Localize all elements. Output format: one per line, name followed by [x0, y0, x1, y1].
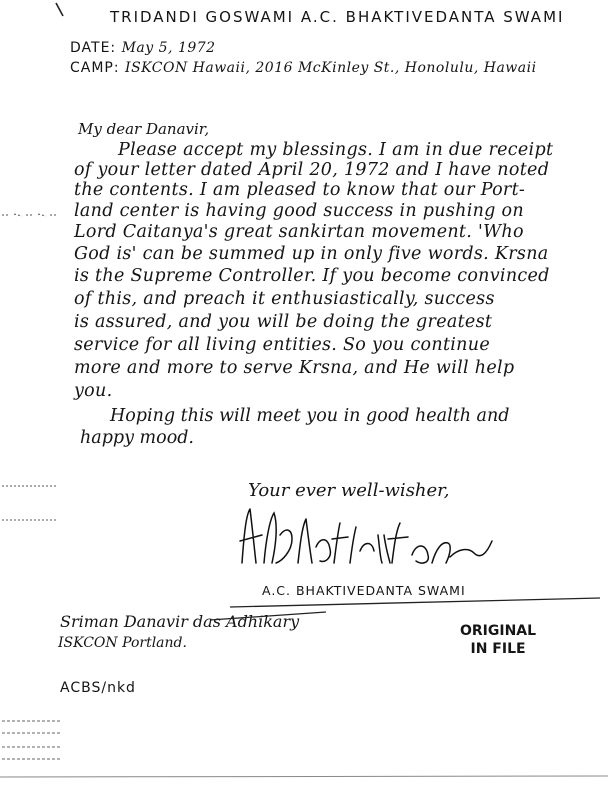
body-line: Please accept my blessings. I am in due receipt — [118, 140, 554, 160]
camp-value: ISKCON Hawaii, 2016 McKinley St., Honolulu, Hawaii — [125, 60, 537, 76]
date-label: DATE: — [70, 40, 117, 56]
handwritten-signature — [236, 505, 496, 567]
corner-tick-mark — [55, 2, 65, 18]
scan-artifact-mark — [0, 715, 70, 765]
scan-artifact-mark — [0, 480, 60, 530]
salutation: My dear Danavir, — [78, 120, 210, 138]
date-value: May 5, 1972 — [121, 40, 216, 56]
closing-line: Hoping this will meet you in good health and — [110, 406, 510, 426]
original-in-file-stamp: ORIGINAL IN FILE — [460, 623, 537, 657]
body-line: is the Supreme Controller. If you become convinced — [74, 266, 550, 286]
camp-line — [70, 60, 537, 76]
reference-initials: ACBS/nkd — [60, 680, 136, 696]
body-line: is assured, and you will be doing the greatest — [74, 312, 493, 332]
body-line: of your letter dated April 20, 1972 and I have noted — [74, 160, 550, 180]
body-line: the contents. I am pleased to know that our Port- — [74, 180, 526, 200]
date-line — [70, 40, 216, 56]
letterhead: TRIDANDI GOSWAMI A.C. BHAKTIVEDANTA SWAMI — [110, 8, 565, 26]
body-line: you. — [74, 381, 113, 401]
recipient-name: Sriman Danavir das Adhikary — [60, 612, 300, 631]
body-line: of this, and preach it enthusiastically, success — [74, 289, 495, 309]
page-bottom-edge — [0, 772, 608, 782]
body-line: service for all living entities. So you continue — [74, 335, 490, 355]
closing-line: happy mood. — [80, 428, 194, 448]
body-line: land center is having good success in pushing on — [74, 201, 524, 221]
body-line: God is' can be summed up in only five words. Krsna — [74, 244, 549, 264]
recipient-center: ISKCON Portland. — [58, 635, 187, 651]
body-line: more and more to serve Krsna, and He will help — [74, 358, 515, 378]
scan-artifact-mark — [0, 205, 60, 225]
camp-label: CAMP: — [70, 60, 120, 76]
strike-through-mark — [208, 606, 328, 626]
valediction: Your ever well-wisher, — [248, 480, 450, 501]
signatory-name: A.C. BHAKTIVEDANTA SWAMI — [262, 583, 466, 598]
body-line: Lord Caitanya's great sankirtan movement. 'Who — [74, 222, 524, 242]
